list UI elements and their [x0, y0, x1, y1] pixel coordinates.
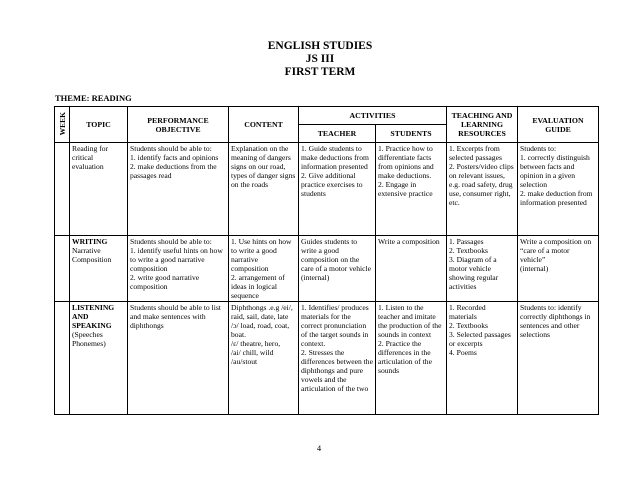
title-class: JS III: [305, 53, 335, 65]
content-cell: Explanation on the meaning of dangers signs on our road, types of danger signs on the roads: [229, 143, 299, 236]
objective-cell: Students should be able to: 1. identify facts and opinions 2. make deductions from the passages read: [128, 143, 229, 236]
topic-title: Reading for critical evaluation: [72, 144, 109, 171]
header-teacher: TEACHER: [299, 125, 376, 143]
table-row: [55, 236, 599, 302]
teacher-activity-cell: 1. Guide students to make deductions from information presented 2. Give additional practice exercises to students: [299, 143, 376, 236]
header-evaluation-guide: EVALUATION GUIDE: [518, 107, 599, 143]
evaluation-cell: Students to: 1. correctly distinguish between facts and opinion in a given selection 2. make deduction from information presented: [518, 143, 599, 236]
topic-cell: [70, 236, 128, 302]
table-row: [55, 143, 599, 236]
header-performance-objective: PERFORMANCE OBJECTIVE: [128, 107, 229, 143]
document-title: [0, 40, 638, 79]
page-number: 4: [316, 443, 322, 453]
evaluation-cell: Students to: identify correctly diphthongs in sentences and other selections: [518, 302, 599, 415]
scheme-of-work-table: [54, 106, 599, 415]
resources-cell: 1. Passages 2. Textbooks 3. Diagram of a motor vehicle showing regular activities: [447, 236, 518, 302]
student-activity-cell: 1. Practice how to differentiate facts from opinions and make deductions. 2. Engage in extensive practice: [376, 143, 447, 236]
week-cell: [55, 143, 70, 236]
topic-subtitle: Narrative Composition: [72, 246, 112, 264]
objective-cell: Students should be able to list and make sentences with diphthongs: [128, 302, 229, 415]
title-term: FIRST TERM: [284, 66, 356, 78]
teacher-activity-cell: Guides students to write a good composition on the care of a motor vehicle (internal): [299, 236, 376, 302]
content-cell: 1. Use hints on how to write a good narrative composition 2. arrangement of ideas in logical sequence: [229, 236, 299, 302]
header-content: CONTENT: [229, 107, 299, 143]
header-row: [55, 107, 599, 125]
topic-title: LISTENING AND SPEAKING: [72, 303, 115, 330]
teacher-activity-cell: 1. Identifies/ produces materials for the correct pronunciation of the target sounds in context. 2. Stresses the differences between the diphthongs and pure vowels and the articulation of the two: [299, 302, 376, 415]
header-teaching-resources: TEACHING AND LEARNING RESOURCES: [447, 107, 518, 143]
header-students: STUDENTS: [376, 125, 447, 143]
objective-cell: Students should be able to: 1. identify useful hints on how to write a good narrative composition 2. write good narrative composition: [128, 236, 229, 302]
student-activity-cell: 1. Listen to the teacher and imitate the production of the sounds in context 2. Practice the differences in the articulation of the sounds: [376, 302, 447, 415]
header-activities: ACTIVITIES: [299, 107, 447, 125]
topic-cell: [70, 302, 128, 415]
header-week: WEEK: [55, 107, 70, 143]
evaluation-cell: Write a composition on “care of a motor vehicle” (internal): [518, 236, 599, 302]
student-activity-cell: Write a composition: [376, 236, 447, 302]
week-cell: [55, 302, 70, 415]
header-topic: TOPIC: [70, 107, 128, 143]
week-cell: [55, 236, 70, 302]
title-subject: ENGLISH STUDIES: [267, 40, 373, 52]
content-cell: Diphthongs .e.g /ei/, raid, sail, date, late /ɔ/ load, road, coat, boat. /ɛ/ theatre, hero, /ai/ chill, wild /au/stout: [229, 302, 299, 415]
resources-cell: 1. Recorded materials 2. Textbooks 3. Selected passages or excerpts 4. Poems: [447, 302, 518, 415]
topic-title: WRITING: [72, 237, 108, 246]
topic-cell: [70, 143, 128, 236]
resources-cell: 1. Excerpts from selected passages 2. Posters/video clips on relevant issues, e.g. road safety, drug use, consumer right, etc.: [447, 143, 518, 236]
table-row: [55, 302, 599, 415]
theme-label: THEME: READING: [55, 93, 132, 103]
topic-subtitle: (Speeches Phonemes): [72, 330, 106, 348]
